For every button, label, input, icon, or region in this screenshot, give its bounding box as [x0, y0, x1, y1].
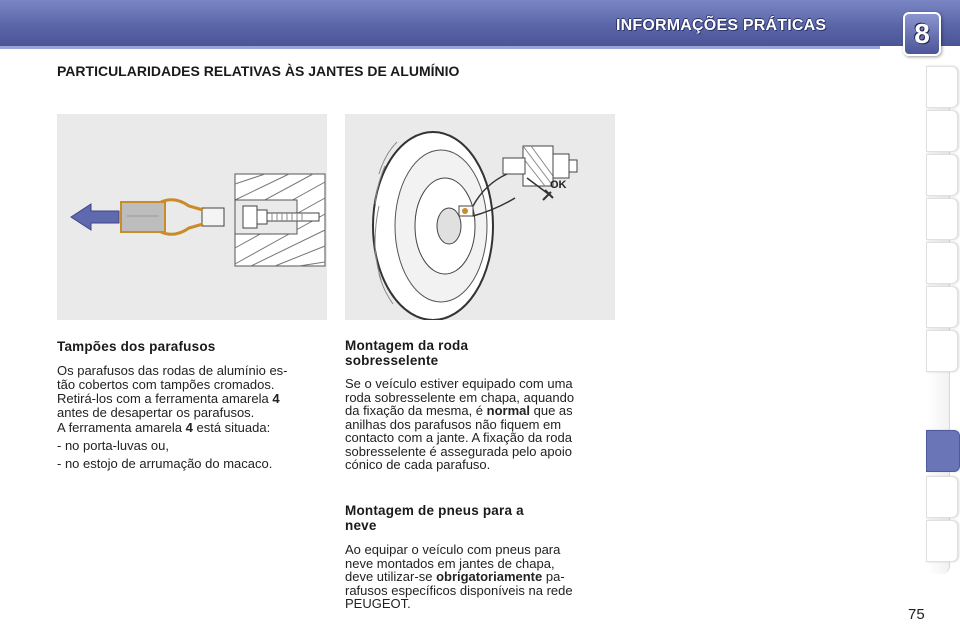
- chapter-number: 8: [914, 18, 930, 49]
- bolt-caps-paragraph-3: [57, 421, 327, 435]
- tool-4: [121, 200, 203, 235]
- tool-number: 4: [185, 420, 193, 435]
- text-span: da fixação da mesma, é: [345, 403, 484, 418]
- chapter-tab-6[interactable]: [926, 286, 958, 328]
- text-line: Se o veículo estiver equipado com uma: [345, 376, 573, 391]
- bolt-cap-drawing: [57, 114, 327, 320]
- text-line: [345, 570, 615, 584]
- text-span: A ferramenta amarela: [57, 420, 183, 435]
- zoom-detail: [503, 146, 577, 200]
- spare-wheel-heading: [345, 338, 468, 368]
- bolt-cap-illustration: [57, 114, 327, 320]
- spare-wheel-paragraph: [345, 377, 615, 472]
- text-span: está situada:: [196, 420, 271, 435]
- heading-line: sobresselente: [345, 353, 439, 368]
- text-span: Retirá-los com a ferramenta amarela: [57, 391, 269, 406]
- text-line: cónico de cada parafuso.: [345, 457, 491, 472]
- heading-line: Montagem da roda: [345, 338, 469, 353]
- text-line: neve montados em jantes de chapa,: [345, 555, 555, 571]
- heading-line: neve: [345, 518, 377, 533]
- text-span: pa-: [545, 569, 565, 584]
- text-line: [57, 392, 327, 406]
- chapter-tab-8-active[interactable]: [926, 430, 960, 472]
- text-line: anilhas dos parafusos não fiquem em: [345, 416, 562, 432]
- chapter-tab-9[interactable]: [926, 476, 958, 518]
- text-line: rafusos específicos disponíveis na rede: [345, 582, 573, 598]
- chapter-tab-5[interactable]: [926, 242, 958, 284]
- chapter-tab-1[interactable]: [926, 66, 958, 108]
- heading-line: Montagem de pneus para a: [345, 503, 524, 518]
- chapter-tab-4[interactable]: [926, 198, 958, 240]
- text-span: que as: [533, 403, 573, 418]
- spare-wheel-illustration: [345, 114, 615, 320]
- chapter-tabs: [926, 66, 960, 574]
- text-line: tão cobertos com tampões cromados.: [57, 376, 275, 392]
- bullet-glovebox: - no porta-luvas ou,: [57, 438, 170, 453]
- chapter-tab-7[interactable]: [926, 330, 958, 372]
- wheel-drawing: [345, 114, 615, 320]
- emphasis: normal: [486, 403, 530, 418]
- text-line: roda sobresselente em chapa, aquando: [345, 389, 575, 405]
- text-line: PEUGEOT.: [345, 596, 411, 611]
- page-title: PARTICULARIDADES RELATIVAS ÀS JANTES DE ALUMÍNIO: [57, 63, 460, 79]
- emphasis: obrigatoriamente: [436, 569, 543, 584]
- bolt-caps-paragraph-1: [57, 364, 327, 391]
- text-line: [345, 404, 615, 418]
- tyre: [373, 132, 493, 320]
- text-line: sobresselente é assegurada pelo apoio: [345, 443, 572, 459]
- snow-tyres-heading: [345, 503, 524, 533]
- direction-arrow: [71, 204, 119, 230]
- section-title: INFORMAÇÕES PRÁTICAS: [616, 17, 827, 34]
- ok-label: OK: [550, 179, 567, 191]
- header-underline: [0, 46, 880, 49]
- bolt-caps-paragraph-2: [57, 392, 327, 419]
- text-span: deve utilizar-se: [345, 569, 433, 584]
- text-line: Os parafusos das rodas de alumínio es-: [57, 363, 288, 378]
- chapter-tab-2[interactable]: [926, 110, 958, 152]
- bullet-jack-case: - no estojo de arrumação do macaco.: [57, 456, 273, 471]
- text-line: Ao equipar o veículo com pneus para: [345, 542, 561, 557]
- snow-tyres-paragraph: [345, 543, 615, 611]
- chapter-tab-3[interactable]: [926, 154, 958, 196]
- bolt-caps-heading: Tampões dos parafusos: [57, 339, 216, 354]
- bolt-cap: [202, 208, 224, 226]
- text-line: antes de desapertar os parafusos.: [57, 404, 255, 420]
- chapter-tab-10[interactable]: [926, 520, 958, 562]
- page-number: 75: [908, 606, 925, 623]
- tool-number: 4: [272, 391, 280, 406]
- text-line: contacto com a jante. A fixação da roda: [345, 430, 572, 445]
- chapter-badge: [903, 12, 941, 56]
